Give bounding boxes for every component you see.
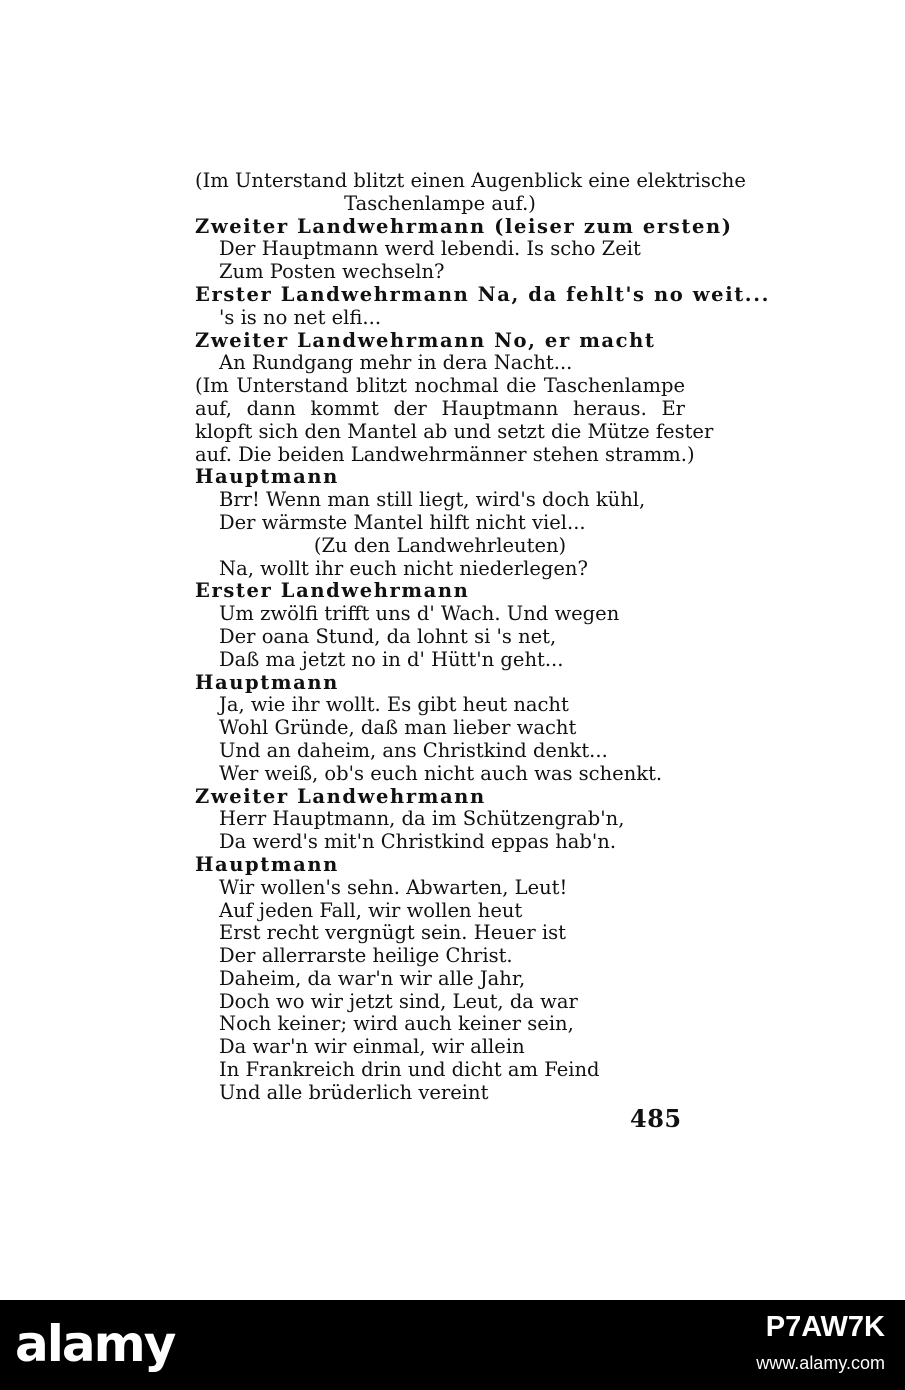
poem-text <box>195 169 770 1105</box>
verse-line: Daheim, da war'n wir alle Jahr, <box>219 966 526 990</box>
watermark-banner <box>0 1300 905 1390</box>
verse-line: An Rundgang mehr in dera Nacht... <box>219 351 573 375</box>
site-url: www.alamy.com <box>756 1353 885 1373</box>
verse-line: Erst recht vergnügt sein. Heuer ist <box>219 921 566 945</box>
verse-line: Ja, wie ihr wollt. Es gibt heut nacht <box>219 693 569 717</box>
verse-line: Zum Posten wechseln? <box>219 260 445 284</box>
watermark-info <box>756 1308 885 1380</box>
speaker-line: Hauptmann <box>195 670 339 694</box>
speaker-line: Hauptmann <box>195 852 339 876</box>
verse-line: Herr Hauptmann, da im Schützengrab'n, <box>219 807 625 831</box>
verse-line: Wer weiß, ob's euch nicht auch was schenkt. <box>219 761 663 785</box>
stage-direction-line: auf. Die beiden Landwehrmänner stehen stramm.) <box>195 442 695 466</box>
speaker-line: Erster Landwehrmann <box>195 579 470 603</box>
verse-line: Daß ma jetzt no in d' Hütt'n geht... <box>219 647 564 671</box>
stage-direction-line: klopft sich den Mantel ab und setzt die Mütze fester <box>195 419 714 443</box>
verse-line: Wir wollen's sehn. Abwarten, Leut! <box>219 875 568 899</box>
stage-direction-line: Taschenlampe auf.) <box>344 191 536 215</box>
verse-line: Noch keiner; wird auch keiner sein, <box>219 1012 574 1036</box>
stage-direction-line: (Im Unterstand blitzt einen Augenblick eine elektrische <box>195 169 746 192</box>
verse-line: Der wärmste Mantel hilft nicht viel... <box>219 510 586 534</box>
verse-line: Da war'n wir einmal, wir allein <box>219 1035 525 1059</box>
speaker-line: Zweiter Landwehrmann (leiser zum ersten) <box>195 214 733 238</box>
verse-line: Wohl Gründe, daß man lieber wacht <box>219 716 577 740</box>
verse-line: Der oana Stund, da lohnt si 's net, <box>219 624 557 648</box>
speaker-line: Hauptmann <box>195 465 339 489</box>
verse-line: Und an daheim, ans Christkind denkt... <box>219 738 608 762</box>
verse-line: Doch wo wir jetzt sind, Leut, da war <box>219 989 578 1013</box>
alamy-logo: alamy <box>15 1315 175 1373</box>
verse-line: Der allerrarste heilige Christ. <box>219 944 513 968</box>
verse-line: Da werd's mit'n Christkind eppas hab'n. <box>219 830 617 854</box>
stage-direction-line: (Im Unterstand blitzt nochmal die Taschenlampe <box>195 374 685 398</box>
verse-line: Na, wollt ihr euch nicht niederlegen? <box>219 556 588 580</box>
speaker-line: Zweiter Landwehrmann No, er macht <box>195 328 656 352</box>
verse-line: Um zwölfi trifft uns d' Wach. Und wegen <box>219 602 620 626</box>
image-id: P7AW7K <box>765 1311 885 1343</box>
verse-line: Brr! Wenn man still liegt, wird's doch kühl, <box>219 488 646 512</box>
verse-line: Der Hauptmann werd lebendi. Is scho Zeit <box>219 237 641 261</box>
speaker-line: Zweiter Landwehrmann <box>195 784 486 808</box>
verse-line: Und alle brüderlich vereint <box>219 1080 489 1104</box>
page-number: 485 <box>630 1104 682 1133</box>
stage-direction-line: auf, dann kommt der Hauptmann heraus. Er <box>195 396 685 420</box>
stage-direction-line: (Zu den Landwehrleuten) <box>313 533 567 557</box>
verse-line: 's is no net elfi... <box>219 305 382 329</box>
speaker-line: Erster Landwehrmann Na, da fehlt's no weit... <box>195 282 770 306</box>
verse-line: Auf jeden Fall, wir wollen heut <box>219 898 523 922</box>
verse-line: In Frankreich drin und dicht am Feind <box>219 1058 600 1082</box>
